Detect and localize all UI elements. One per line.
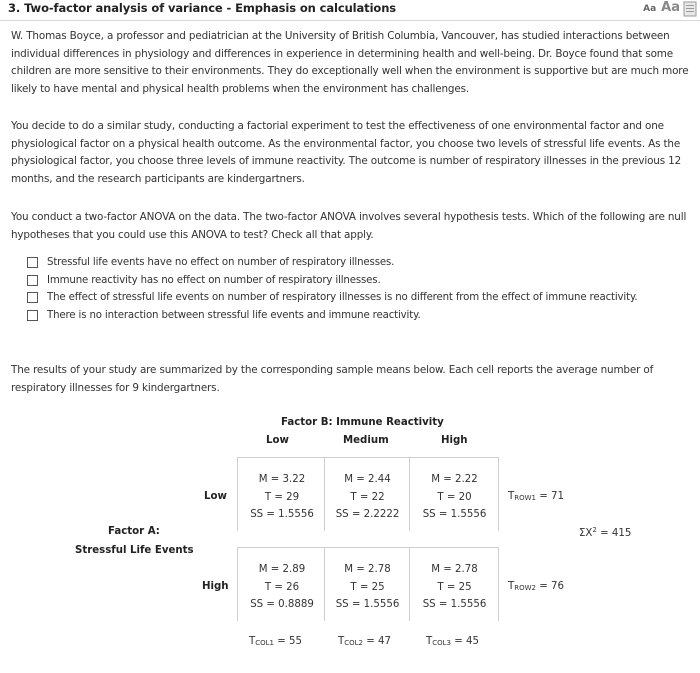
factor-b-title: Factor B: Immune Reactivity bbox=[281, 417, 444, 428]
cell-high-medium: M = 2.78 T = 25 SS = 1.5556 bbox=[325, 547, 410, 621]
col-header-high: High bbox=[441, 435, 468, 446]
document-icon[interactable] bbox=[683, 1, 697, 17]
col-total-3: TCOL3 = 45 bbox=[426, 636, 479, 647]
option-label: Immune reactivity has no effect on number of respiratory illnesses. bbox=[47, 274, 381, 286]
col-header-medium: Medium bbox=[343, 435, 389, 446]
col-total-2: TCOL2 = 47 bbox=[338, 636, 391, 647]
question-title: 3. Two-factor analysis of variance - Emphasis on calculations bbox=[8, 1, 397, 15]
row-label-high: High bbox=[202, 581, 229, 592]
option-label: Stressful life events have no effect on number of respiratory illnesses. bbox=[47, 257, 395, 269]
font-larger-button[interactable]: Aa bbox=[661, 0, 680, 15]
answer-options bbox=[27, 254, 637, 324]
row-label-low: Low bbox=[204, 491, 227, 502]
intro-paragraph-2: You decide to do a similar study, conducting a factorial experiment to test the effectiveness of one environmental factor and one physiological factor on a physical health outcome. As the environmental factor, you choose two levels of stressful life events. As the physiological factor, you choose three levels of immune reactivity. The outcome is number of respiratory illnesses in the previous 12 months, and the research participants are kindergartners. bbox=[11, 120, 682, 185]
factor-a-title: Factor A: bbox=[108, 526, 160, 537]
checkbox[interactable] bbox=[27, 292, 38, 303]
option-label: There is no interaction between stressful life events and immune reactivity. bbox=[47, 309, 421, 321]
checkbox[interactable] bbox=[27, 275, 38, 286]
cell-high-high: M = 2.78 T = 25 SS = 1.5556 bbox=[410, 547, 499, 621]
col-total-1: TCOL1 = 55 bbox=[249, 636, 302, 647]
cell-low-medium: M = 2.44 T = 22 SS = 2.2222 bbox=[325, 457, 410, 531]
intro-paragraph-1: W. Thomas Boyce, a professor and pediatrician at the University of British Columbia, Vancouver, has studied interactions between individual differences in physiology and differences in experience in determining health and well-being. Dr. Boyce found that some children are more sensitive to their environments. They do exceptionally well when the environment is supportive but are much more likely to have mental and physical health problems when the environment has challenges. bbox=[11, 30, 689, 95]
results-paragraph: The results of your study are summarized by the corresponding sample means below. Each cell reports the average number of respiratory illnesses for 9 kindergartners. bbox=[11, 364, 654, 394]
question-prompt: You conduct a two-factor ANOVA on the data. The two-factor ANOVA involves several hypothesis tests. Which of the following are null hypotheses that you could use this ANOVA to test? Check all that apply. bbox=[11, 211, 687, 241]
question-header bbox=[0, 0, 700, 21]
cell-low-low: M = 3.22 T = 29 SS = 1.5556 bbox=[237, 457, 325, 531]
checkbox[interactable] bbox=[27, 310, 38, 321]
col-header-low: Low bbox=[266, 435, 289, 446]
factor-a-subtitle: Stressful Life Events bbox=[75, 545, 194, 556]
option-label: The effect of stressful life events on number of respiratory illnesses is no different from the effect of immune reactivity. bbox=[47, 292, 638, 304]
font-smaller-button[interactable]: Aa bbox=[643, 4, 657, 14]
font-size-toggle bbox=[643, 0, 680, 15]
option-4[interactable] bbox=[27, 307, 637, 325]
cell-high-low: M = 2.89 T = 26 SS = 0.8889 bbox=[237, 547, 325, 621]
sum-x-squared: $\Sigma X^2 = 415$ bbox=[579, 526, 632, 539]
option-3[interactable] bbox=[27, 289, 637, 307]
cell-low-high: M = 2.22 T = 20 SS = 1.5556 bbox=[410, 457, 499, 531]
option-1[interactable] bbox=[27, 254, 637, 272]
checkbox[interactable] bbox=[27, 257, 38, 268]
row-total-1: TROW1 = 71 bbox=[508, 491, 564, 502]
option-2[interactable] bbox=[27, 272, 637, 290]
row-total-2: TROW2 = 76 bbox=[508, 581, 564, 592]
